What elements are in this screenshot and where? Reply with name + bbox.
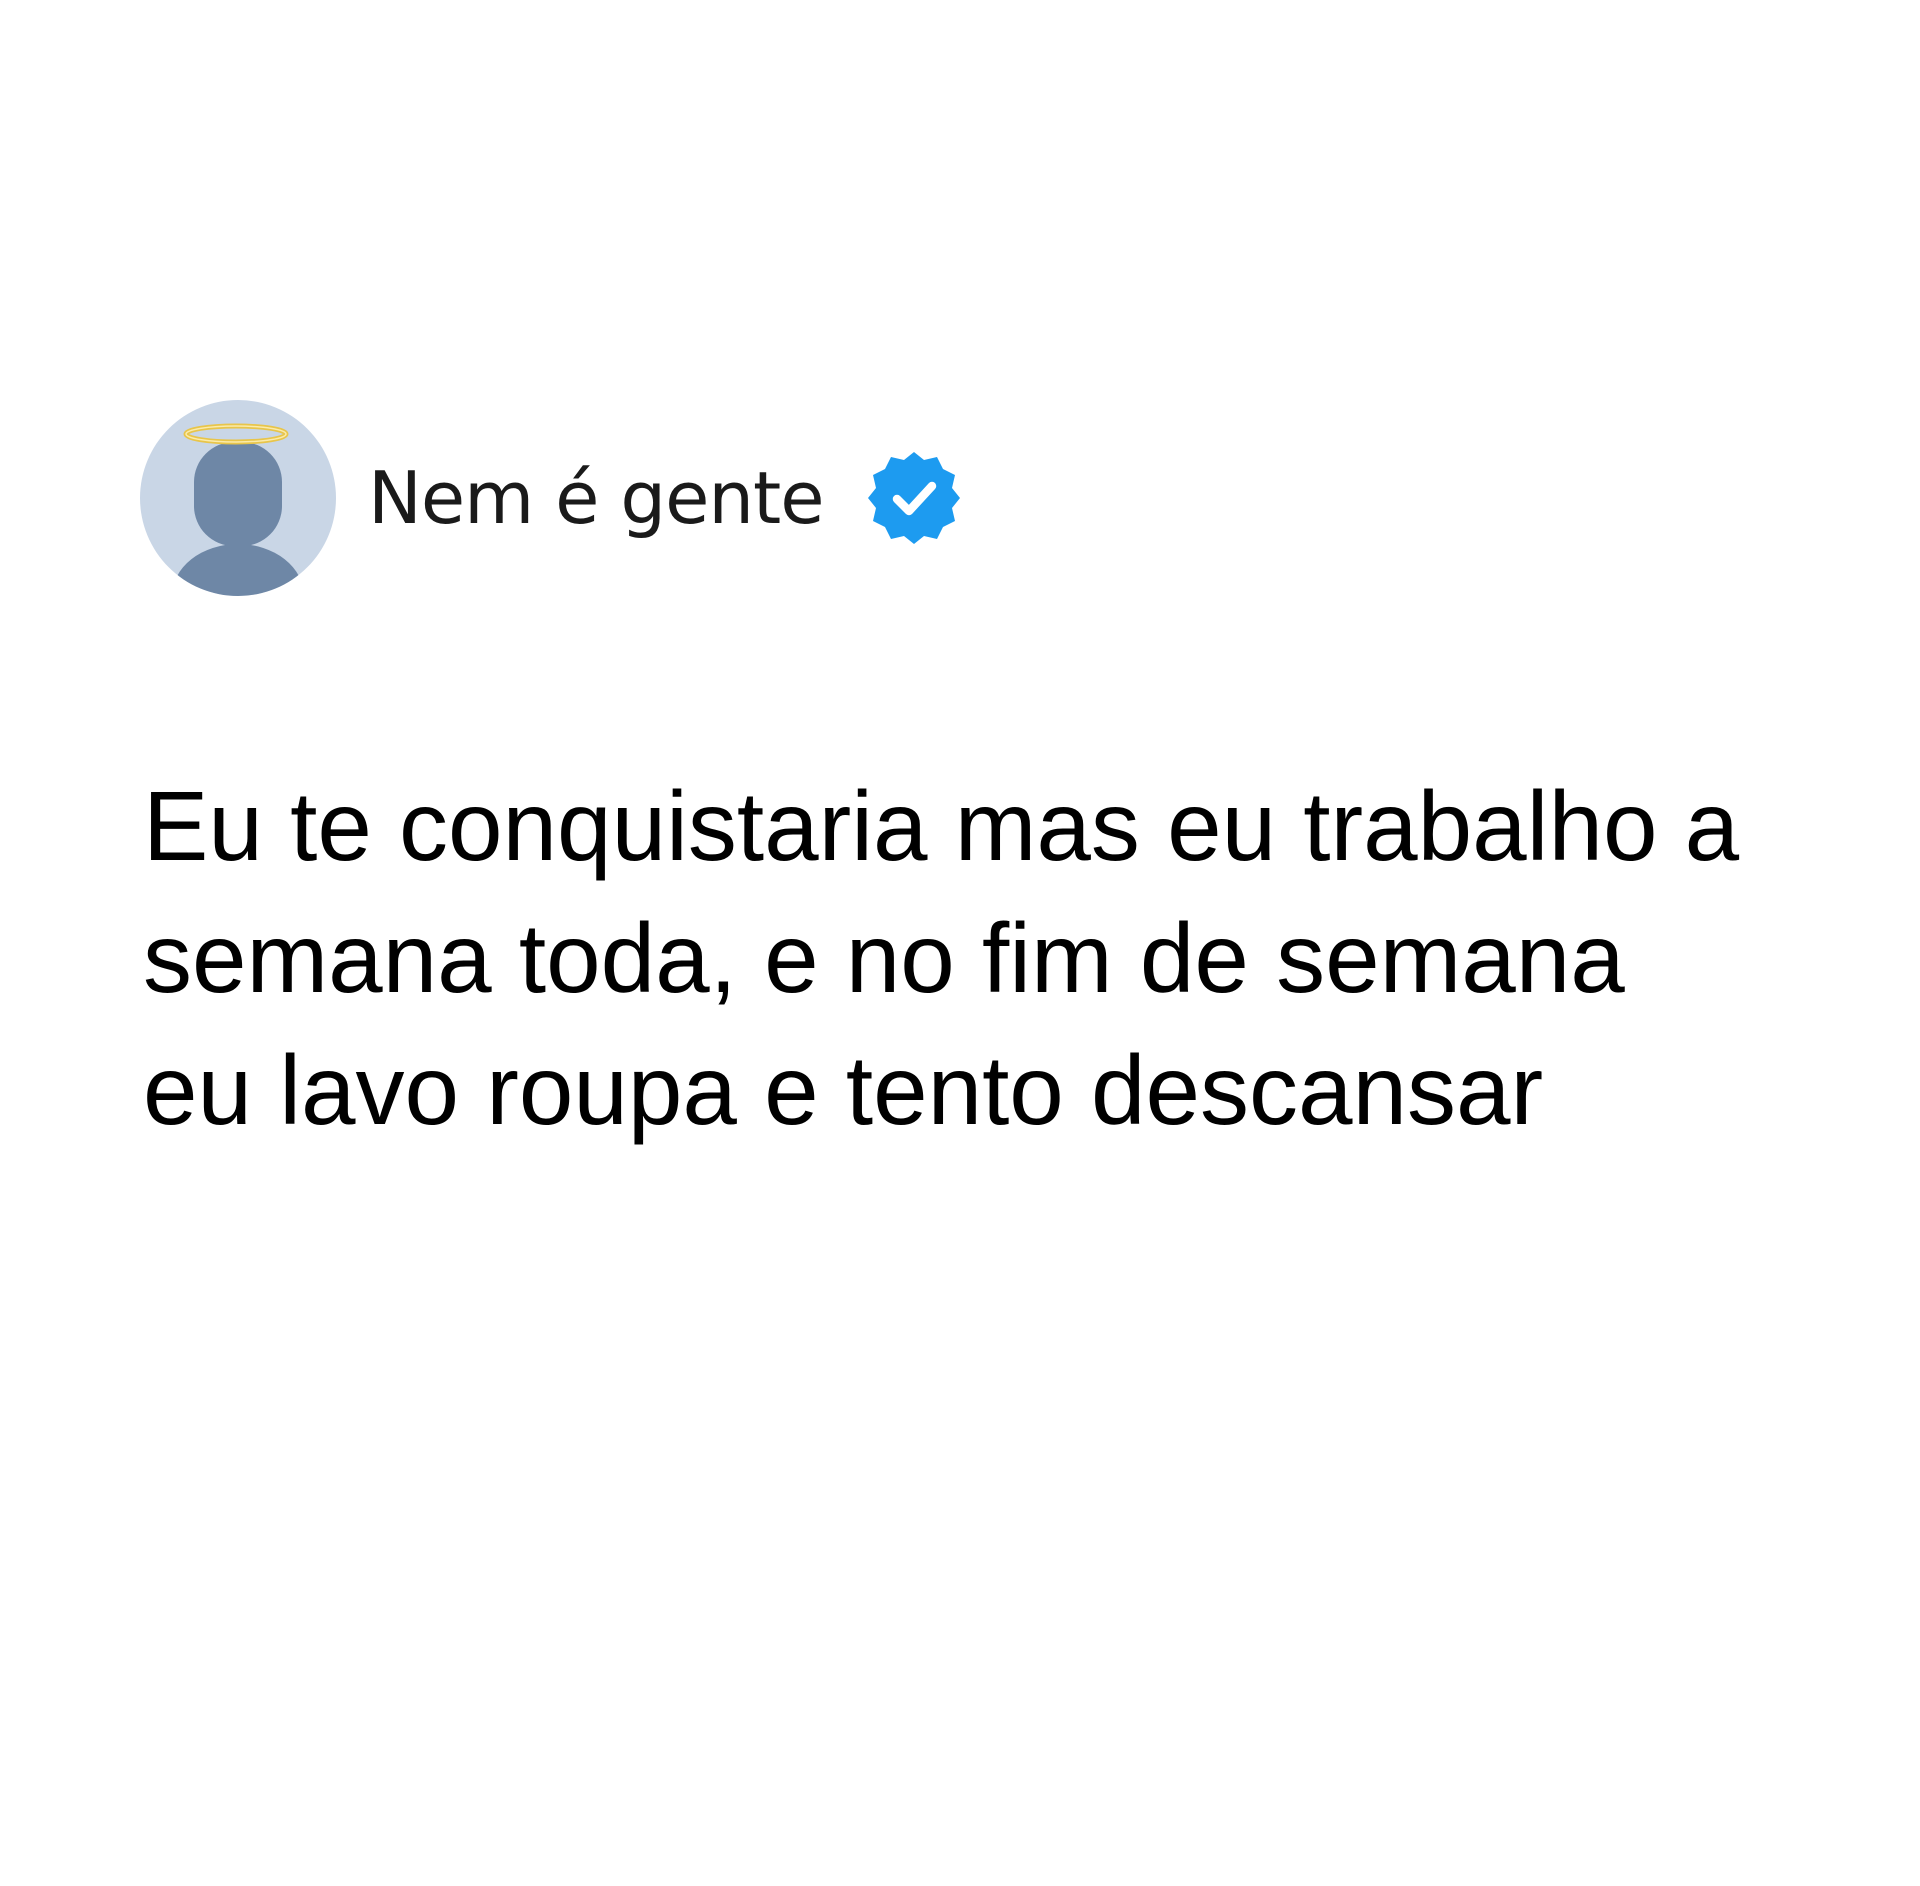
avatar[interactable] — [140, 400, 336, 596]
post-text — [143, 760, 1843, 1156]
verified-badge-icon — [864, 448, 964, 548]
post-text-line: Eu te conquistaria mas eu trabalho a — [143, 771, 1740, 881]
avatar-silhouette-icon — [140, 400, 336, 596]
post-header — [140, 398, 964, 598]
verified-badge — [864, 448, 964, 548]
display-name[interactable]: Nem é gente — [368, 456, 824, 540]
post-text-line: eu lavo roupa e tento descansar — [143, 1035, 1544, 1145]
post-text-line: semana toda, e no fim de semana — [143, 903, 1625, 1013]
